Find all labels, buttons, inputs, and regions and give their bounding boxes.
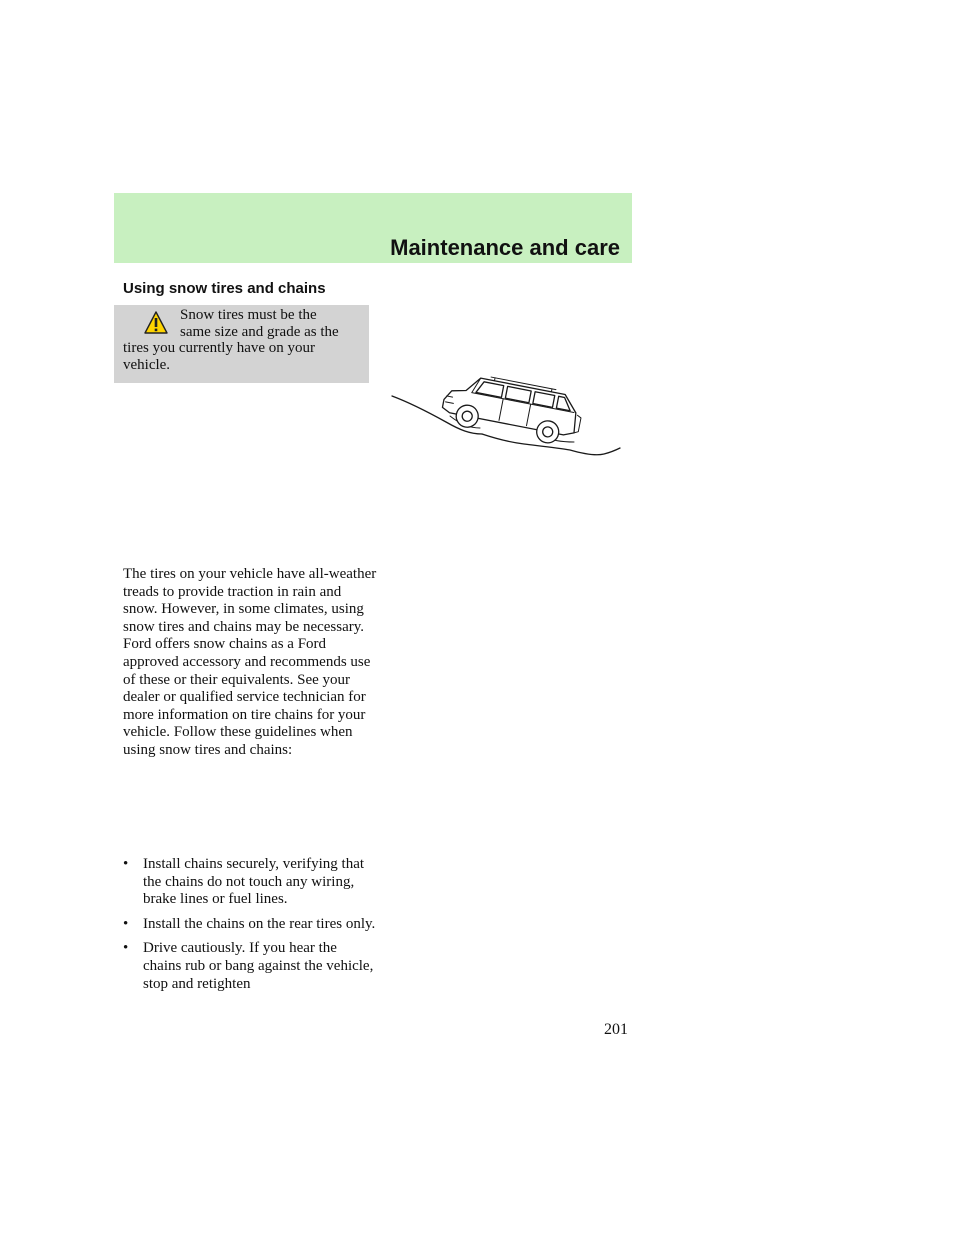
chapter-title: Maintenance and care [390,235,620,260]
page-number: 201 [604,1021,628,1038]
warning-text-line: tires you currently have on your [123,340,316,356]
bullet-marker: • [123,915,129,932]
warning-triangle-icon [144,311,168,335]
warning-text-line: same size and grade as the [180,323,339,340]
list-item [123,916,378,934]
list-item [123,940,378,993]
bullet-marker: • [123,856,129,872]
body-paragraph: The tires on your vehicle have all-weather treads to provide traction in rain and snow. However, in some climates, using snow tires and chains may be necessary. Ford offers snow chains as a Ford approved accessory and recommends use of these or their equivalents. See your dealer or qualified service technician for more information on tire chains for your vehicle. Follow these guidelines when using snow tires and chains: [123,566,377,758]
list-item-text: Drive cautiously. If you hear the chains rub or bang against the vehicle, stop and retighten [143,940,374,992]
section-title: Using snow tires and chains [123,280,326,297]
list-item [123,856,378,909]
warning-text-line: Snow tires must be the [180,307,317,323]
warning-text-line: vehicle. [123,356,171,373]
list-item-text: Install chains securely, verifying that the chains do not touch any wiring, brake lines or fuel lines. [143,856,365,908]
bullet-marker: • [123,940,129,957]
list-item-text: Install the chains on the rear tires only. [143,915,376,932]
suv-on-snow-illustration [390,372,630,468]
guidelines-list [123,856,378,1000]
section-header-band [114,193,632,263]
warning-box [114,305,369,383]
